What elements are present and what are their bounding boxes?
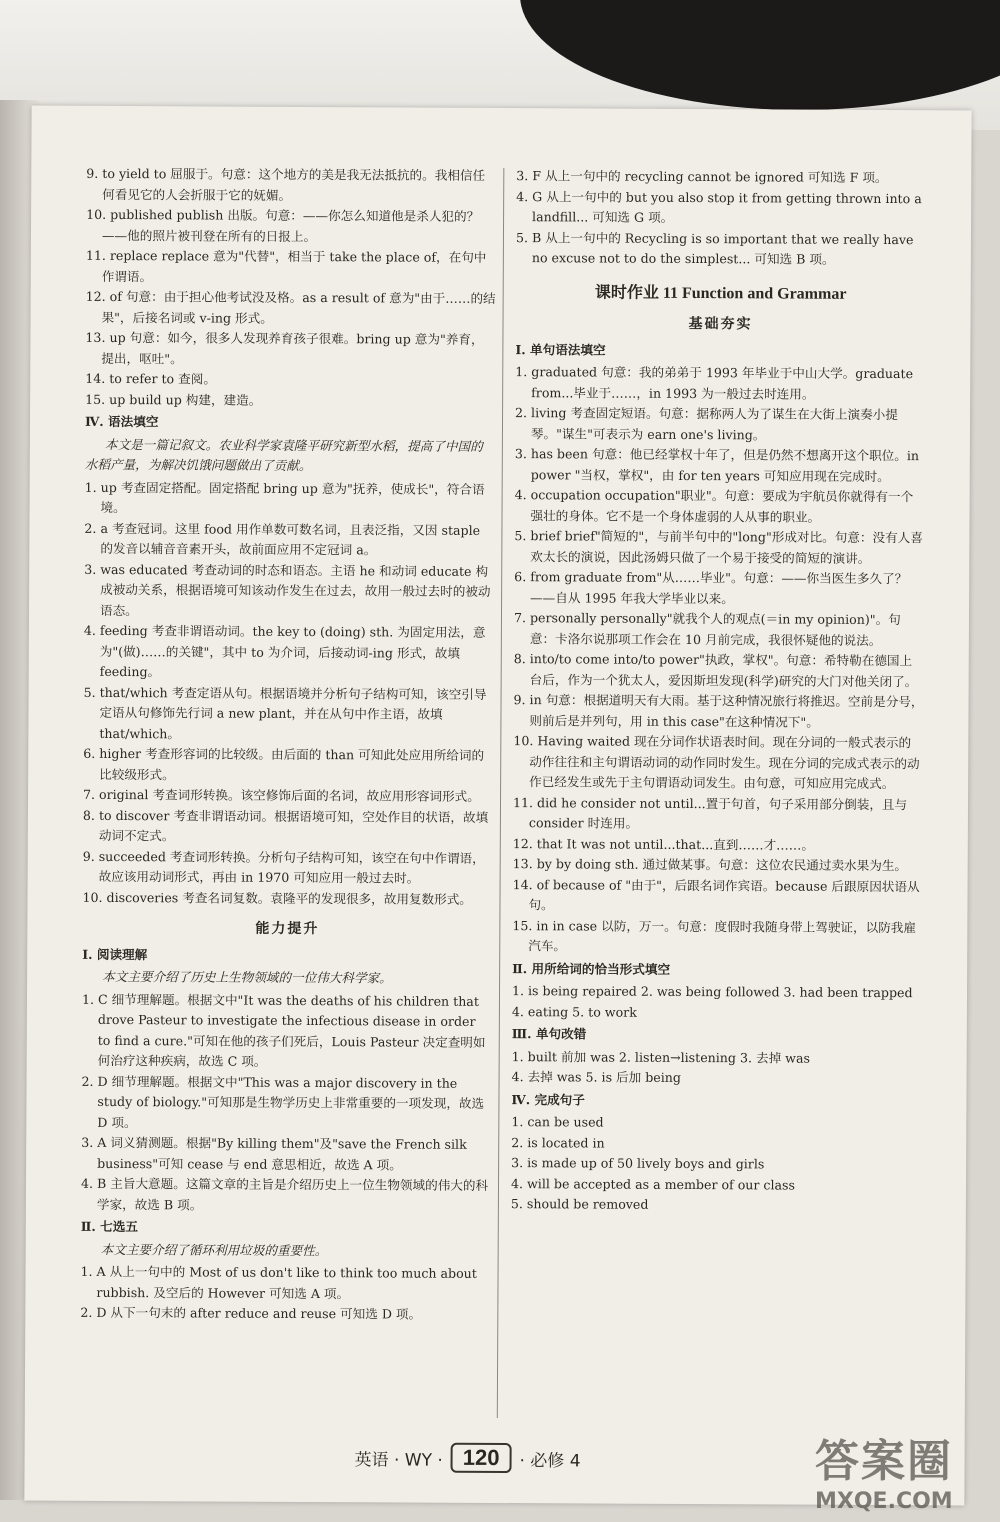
answer-item: 7. personally personally"就我个人的观点(＝in my opinion)"。句意：卡洛尔说那项工作会在 10 月前完成，我很怀疑他的说法。 xyxy=(513,610,901,648)
answer-item: 12. that It was not until...that...直到……才……。 xyxy=(512,835,815,853)
section-heading-error-correction: Ⅲ. 单句改错 xyxy=(511,1026,587,1042)
answer-item: 2. D 细节理解题。根据文中"This was a major discovery in the study of biology."可知那是生物学历史上非常重要的一项发现，故选 D 项。 xyxy=(81,1073,485,1130)
heading-basic: 基础夯实 xyxy=(688,315,753,333)
answer-item: 7. original 考查词形转换。该空修饰后面的名词，故应用形容词形式。 xyxy=(83,786,480,804)
answer-item: 9. to yield to 屈服于。句意：这个地方的美是我无法抵抗的。我相信任何看见它的人会折服于它的妩媚。 xyxy=(86,165,486,203)
answer-item: 8. into/to come into/to power"执政，掌权"。句意：希特勒在德国上台后，作为一个犹太人，爱因斯坦发现(科学)研究的大门对他关闭了。 xyxy=(513,651,918,689)
passage-summary: 本文主要介绍了历史上生物领域的一位伟大科学家。 xyxy=(102,968,392,986)
answer-item: 9. in 句意：根据道明天有大雨。基于这种情况旅行将推迟。空前是分号，则前后是并列句，用 in this case"在这种情况下"。 xyxy=(513,692,924,730)
answer-item: 14. of because of "由于"，后跟名词作宾语。because 后跟原因状语从句。 xyxy=(512,876,920,913)
answer-item: 6. from graduate from"从……毕业"。句意：——你当医生多久了？——自从 1995 年我大学毕业以来。 xyxy=(514,569,908,606)
answer-item: 15. up build up 构建，建造。 xyxy=(85,391,262,408)
answer-item: 4. G 从上一句中的 but you also stop it from getting thrown into a landfill... 可知选 G 项。 xyxy=(516,188,922,225)
answer-item: 14. to refer to 查阅。 xyxy=(85,370,216,387)
right-column xyxy=(511,166,926,1217)
footer-book: · 必修 4 xyxy=(519,1450,581,1471)
site-watermark xyxy=(815,1425,995,1520)
answer-item: 2. a 考查冠词。这里 food 用作单数可数名词，且表泛指，又因 staple 的发音以辅音音素开头，故前面应用不定冠词 a。 xyxy=(84,520,481,558)
heading-ability: 能力提升 xyxy=(255,920,320,938)
right-items-a xyxy=(516,166,927,271)
answer-item: 3. F 从上一句中的 recycling cannot be ignored 可知选 F 项。 xyxy=(516,168,888,186)
answer-item: 2. living 考查固定短语。句意：据称两人为了谋生在大街上演奏小提琴。"谋生"可表示为 earn one's living。 xyxy=(515,405,898,442)
answer-item: 10. Having waited 现在分词作状语表时间。现在分词的一般式表示的动作往往和主句谓语动词的动作同时发生。现在分词的完成式表示的动作已经发生或先于主句谓语动词发生。由句意，可知应用完成式。 xyxy=(513,733,920,792)
passage-summary: 本文主要介绍了循环利用垃圾的重要性。 xyxy=(100,1241,328,1258)
right-items-d xyxy=(512,1047,922,1090)
lesson-title: 课时作业 11 Function and Grammar xyxy=(594,284,847,303)
answer-item: 1. A 从上一句中的 Most of us don't like to think too much about rubbish. 及空后的 However 可知选 A 项。 xyxy=(80,1263,477,1301)
answer-item: 1. is being repaired 2. was being followed 3. had been trapped xyxy=(511,983,913,1001)
page-number: 120 xyxy=(451,1443,512,1473)
right-items-b xyxy=(512,362,925,959)
answer-item: 11. did he consider not until...置于句首，句子采用部分倒装，且与 consider 时连用。 xyxy=(512,794,908,831)
column-divider xyxy=(497,168,505,1418)
answer-item: 8. to discover 考查非谓语动词。根据语境可知，空处作目的状语，故填动词不定式。 xyxy=(82,807,489,844)
answer-item: 4. 去掉 was 5. is 后加 being xyxy=(511,1069,682,1085)
right-items-c xyxy=(512,981,922,1024)
watermark-cn: 答案圈 xyxy=(815,1436,953,1487)
answer-item: 13. up 句意：如今，很多人发现养育孩子很难。bring up 意为"养育，提出，呕吐"。 xyxy=(85,329,484,366)
answer-item: 9. succeeded 考查词形转换。分析句子结构可知，该空在句中作谓语，故应该用动词形式，再由 in 1970 可知应用一般过去时。 xyxy=(82,848,485,886)
answer-item: 5. that/which 考查定语从句。根据语境并分析句子结构可知，该空引导定语从句修饰先行词 a new plant，并在从句中作主语，故填 that/which。 xyxy=(83,684,487,741)
answer-item: 15. in in case 以防，万一。句意：度假时我随身带上驾驶证，以防我雇汽车。 xyxy=(512,917,917,954)
passage-summary: 本文是一篇记叙文。农业科学家袁隆平研究新型水稻，提高了中国的水稻产量，为解决饥饿问题做出了贡献。 xyxy=(84,436,483,474)
answer-item: 4. eating 5. to work xyxy=(511,1003,637,1020)
answer-item: 4. feeding 考查非谓语动词。the key to (doing) sth. 为固定用法，意为"(做)……的关键"，其中 to 为介词，后接动词-ing 形式，故填 feeding。 xyxy=(83,622,486,680)
answer-item: 5. brief brief"简短的"，与前半句中的"long"形成对比。句意：没有人喜欢太长的演说，因此汤姆只做了一个易于接受的简短的演讲。 xyxy=(514,528,923,566)
answer-item: 4. occupation occupation"职业"。句意：要成为宇航员你就得有一个强壮的身体。它不是一个身体虚弱的人从事的职业。 xyxy=(514,487,914,525)
answer-item: 1. built 前加 was 2. listen→listening 3. 去掉 was xyxy=(511,1048,811,1066)
answer-item: 13. by by doing sth. 通过做某事。句意：这位农民通过卖水果为生。 xyxy=(512,856,908,874)
answer-item: 4. will be accepted as a member of our class xyxy=(510,1175,796,1193)
left-column xyxy=(80,164,496,1326)
answer-item: 2. is located in xyxy=(511,1134,605,1151)
section-heading-single-fill: Ⅰ. 单句语法填空 xyxy=(515,341,606,358)
section-heading-word-form: Ⅱ. 用所给词的恰当形式填空 xyxy=(512,960,671,977)
left-items-c xyxy=(81,989,492,1217)
watermark-en: MXQE.COM xyxy=(815,1489,953,1514)
left-items-b xyxy=(82,477,494,910)
answer-page xyxy=(24,106,971,1506)
page-footer xyxy=(355,1442,581,1473)
answer-item: 4. B 主旨大意题。这篇文章的主旨是介绍历史上一位生物领域的伟大的科学家，故选 B 项。 xyxy=(80,1175,489,1212)
answer-item: 2. D 从下一句末的 after reduce and reuse 可知选 D 项。 xyxy=(80,1304,422,1322)
answer-item: 12. of 句意：由于担心他考试没及格。as a result of 意为"由于……的结果"，后接名词或 v-ing 形式。 xyxy=(85,288,496,326)
answer-item: 11. replace replace 意为"代替"，相当于 take the place of，在句中作谓语。 xyxy=(85,247,487,284)
answer-item: 3. was educated 考查动词的时态和语态。主语 he 和动词 educate 构成被动关系，根据语境可知该动作发生在过去，故用一般过去时的被动语态。 xyxy=(84,561,491,618)
answer-item: 3. is made up of 50 lively boys and girls xyxy=(511,1155,765,1172)
answer-item: 10. published publish 出版。句意：——你怎么知道他是杀人犯的？——他的照片被刊登在所有的日报上。 xyxy=(86,206,480,244)
answer-item: 1. can be used xyxy=(511,1114,604,1130)
answer-item: 3. has been 句意：他已经掌权十年了，但是仍然不想离开这个职位。in power "当权，掌权"，由 for ten years 可知应用现在完成时。 xyxy=(514,446,920,484)
answer-item: 1. up 考查固定搭配。固定搭配 bring up 意为"抚养，使成长"，符合语境。 xyxy=(84,479,485,516)
left-items-a xyxy=(85,164,496,412)
answer-item: 10. discoveries 考查名词复数。袁隆平的发现很多，故用复数形式。 xyxy=(82,889,472,907)
answer-item: 1. graduated 句意：我的弟弟于 1993 年毕业于中山大学。graduate from...毕业于……，in 1993 为一般过去时连用。 xyxy=(515,364,914,402)
footer-subject: 英语 · WY · xyxy=(354,1449,443,1471)
section-heading-reading: Ⅰ. 阅读理解 xyxy=(82,946,148,962)
answer-item: 3. A 词义猜测题。根据"By killing them"及"save the French silk business"可知 cease 与 end 意思相近，故选 A 项。 xyxy=(81,1134,467,1173)
answer-item: 1. C 细节理解题。根据文中"It was the deaths of his children that drove Pasteur to investigate the infectious disease in order to find a cure."可知在他的孩子们死后，Louis Pasteur 决定查明如何治疗这种疾病，故选 C 项。 xyxy=(81,991,486,1069)
answer-item: 5. B 从上一句中的 Recycling is so important that we really have no excuse not to do the simplest... 可知选 B 项。 xyxy=(515,229,914,267)
right-items-e xyxy=(511,1112,922,1217)
left-items-d xyxy=(80,1262,490,1326)
answer-item: 6. higher 考查形容词的比较级。由后面的 than 可知此处应用所给词的比较级形式。 xyxy=(83,745,485,782)
section-heading-seven-five: Ⅱ. 七选五 xyxy=(80,1218,139,1235)
section-heading-complete-sentence: Ⅳ. 完成句子 xyxy=(511,1091,585,1107)
section-heading-grammar-fill: Ⅳ. 语法填空 xyxy=(84,413,159,430)
answer-item: 5. should be removed xyxy=(510,1196,649,1212)
